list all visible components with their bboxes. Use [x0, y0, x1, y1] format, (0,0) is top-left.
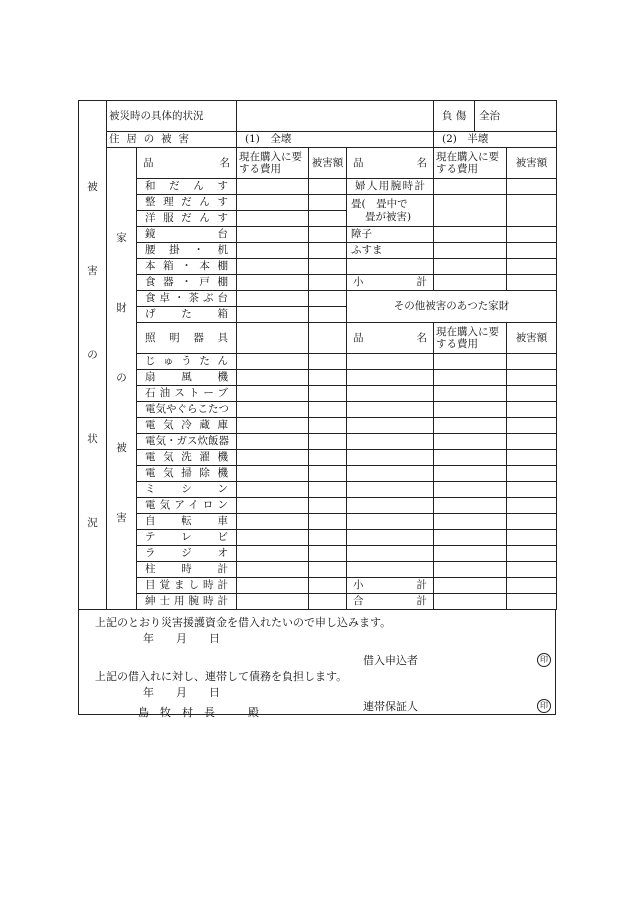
situation-label: 被災時の具体的状況 — [107, 101, 237, 132]
item-17 — [137, 466, 237, 482]
item-22-text: ラジオ — [145, 547, 228, 560]
other-damage-header: 被害額 — [507, 323, 557, 354]
injury-label: 負 傷 — [434, 101, 475, 131]
item-23-cost[interactable] — [237, 562, 309, 578]
side-char: 被 — [87, 180, 98, 193]
item-20-cost[interactable] — [237, 514, 309, 530]
damage-table — [78, 100, 557, 610]
item-19-cost[interactable] — [237, 498, 309, 514]
right-item-watch — [347, 179, 434, 195]
application-statement: 上記のとおり災害援護資金を借入れたいので申し込みます。 — [95, 616, 392, 629]
item-3 — [137, 227, 237, 243]
item-16 — [137, 450, 237, 466]
right-subtotal-cost[interactable] — [434, 275, 507, 291]
right-item-tatami-damage[interactable] — [507, 195, 557, 227]
right-item-blank-cost[interactable] — [434, 259, 507, 275]
item-13-damage[interactable] — [309, 402, 347, 418]
addressee: 島 牧 村 長 殿 — [138, 706, 259, 719]
left-name-header-text: 名 — [219, 156, 230, 169]
other-item-11-damage[interactable] — [507, 370, 557, 386]
item-9 — [137, 323, 237, 354]
item-19 — [137, 498, 237, 514]
other-item-11-cost[interactable] — [434, 370, 507, 386]
right-name-header — [347, 148, 434, 179]
item-0-cost[interactable] — [237, 179, 309, 195]
item-8-cost[interactable] — [237, 307, 309, 323]
other-item-10[interactable] — [347, 354, 434, 370]
furniture-damage-side-label — [107, 148, 137, 610]
guarantee-statement: 上記の借入れに対し、連帯して債務を負担します。 — [95, 670, 348, 683]
application-footer — [78, 610, 556, 715]
other-item-15[interactable] — [347, 434, 434, 450]
left-name-header — [137, 148, 237, 179]
item-19-text: 電気アイロン — [145, 499, 228, 512]
other-subtotal-b: 計 — [416, 579, 428, 592]
item-10-cost[interactable] — [237, 354, 309, 370]
item-18-cost[interactable] — [237, 482, 309, 498]
item-2 — [137, 211, 237, 227]
other-item-12-cost[interactable] — [434, 386, 507, 402]
item-23-text: 柱時計 — [145, 563, 228, 576]
other-item-15-damage[interactable] — [507, 434, 557, 450]
table-row — [79, 546, 557, 562]
side-char: 財 — [116, 302, 127, 315]
item-10-text: じゅうたん — [145, 355, 228, 368]
right-item-shoji: 障子 — [347, 227, 434, 243]
other-item-15-cost[interactable] — [434, 434, 507, 450]
right-subtotal-damage[interactable] — [507, 275, 557, 291]
item-13-text: 電気やぐらこたつ — [145, 403, 229, 416]
item-23-damage[interactable] — [309, 562, 347, 578]
table-row — [79, 179, 557, 195]
item-22 — [137, 546, 237, 562]
item-7 — [137, 291, 237, 307]
item-18-damage[interactable] — [309, 482, 347, 498]
other-item-19-damage[interactable] — [507, 498, 557, 514]
item-6-text: 食器・戸棚 — [145, 276, 228, 289]
table-row — [79, 530, 557, 546]
item-15-damage[interactable] — [309, 434, 347, 450]
item-1-text: 整理だんす — [145, 196, 228, 209]
item-18 — [137, 482, 237, 498]
item-12-damage[interactable] — [309, 386, 347, 402]
other-item-23[interactable] — [347, 562, 434, 578]
right-item-watch-cost[interactable] — [434, 179, 507, 195]
tatami-line1: 畳( 畳中で — [351, 198, 408, 211]
tatami-line2: 畳が被害) — [365, 210, 412, 223]
other-item-16-damage[interactable] — [507, 450, 557, 466]
item-25-damage[interactable] — [309, 594, 347, 610]
item-24-damage[interactable] — [309, 578, 347, 594]
item-8-damage[interactable] — [309, 307, 347, 323]
item-8-text: げた箱 — [145, 308, 228, 321]
item-1-cost[interactable] — [237, 195, 309, 211]
item-3-damage[interactable] — [309, 227, 347, 243]
side-char: の — [116, 372, 127, 385]
right-subtotal-b: 計 — [416, 276, 428, 289]
side-char: の — [87, 348, 98, 361]
right-item-blank-damage[interactable] — [507, 259, 557, 275]
residence-option-full: (1) 全壊 — [237, 132, 434, 148]
item-14-text: 電気冷蔵庫 — [145, 419, 228, 432]
other-item-20-cost[interactable] — [434, 514, 507, 530]
other-item-20-damage[interactable] — [507, 514, 557, 530]
item-15-cost[interactable] — [237, 434, 309, 450]
table-row — [79, 195, 557, 211]
item-7-text: 食卓・茶ぶ台 — [145, 292, 228, 305]
item-24-cost[interactable] — [237, 578, 309, 594]
table-row — [79, 594, 557, 610]
item-25-text: 紳士用腕時計 — [145, 595, 228, 608]
item-7-cost[interactable] — [237, 291, 309, 307]
item-6-cost[interactable] — [237, 275, 309, 291]
other-item-17-cost[interactable] — [434, 466, 507, 482]
other-item-18[interactable] — [347, 482, 434, 498]
table-row — [79, 323, 557, 354]
left-damage-header: 被害額 — [309, 148, 347, 179]
right-item-fusuma-cost[interactable] — [434, 243, 507, 259]
residence-label: 住居の被害 — [107, 132, 237, 148]
table-row — [79, 227, 557, 243]
other-item-20[interactable] — [347, 514, 434, 530]
item-11-damage[interactable] — [309, 370, 347, 386]
table-row — [79, 243, 557, 259]
item-4-cost[interactable] — [237, 243, 309, 259]
left-cost-header: 現在購入に要する費用 — [237, 148, 309, 179]
item-19-damage[interactable] — [309, 498, 347, 514]
item-21-text: テレビ — [145, 531, 228, 544]
other-subtotal-a: 小 — [353, 579, 364, 592]
table-row — [79, 450, 557, 466]
other-item-header-text: 品 — [353, 331, 364, 344]
right-item-tatami — [347, 195, 434, 227]
right-subtotal-a: 小 — [353, 276, 364, 289]
table-row — [79, 482, 557, 498]
item-11 — [137, 370, 237, 386]
item-14 — [137, 418, 237, 434]
item-17-damage[interactable] — [309, 466, 347, 482]
item-21 — [137, 530, 237, 546]
right-subtotal — [347, 275, 434, 291]
other-item-16-cost[interactable] — [434, 450, 507, 466]
item-24-text: 目覚まし時計 — [145, 579, 228, 592]
other-item-21-damage[interactable] — [507, 530, 557, 546]
other-total-b: 計 — [416, 595, 428, 608]
table-row — [79, 514, 557, 530]
other-item-18-damage[interactable] — [507, 482, 557, 498]
situation-field[interactable] — [237, 101, 434, 132]
item-22-cost[interactable] — [237, 546, 309, 562]
other-item-11[interactable] — [347, 370, 434, 386]
item-10 — [137, 354, 237, 370]
item-10-damage[interactable] — [309, 354, 347, 370]
other-subtotal-damage[interactable] — [507, 578, 557, 594]
residence-option-half: (2) 半壊 — [434, 132, 557, 148]
other-item-21-cost[interactable] — [434, 530, 507, 546]
item-1-damage[interactable] — [309, 195, 347, 211]
other-item-23-damage[interactable] — [507, 562, 557, 578]
other-item-14-damage[interactable] — [507, 418, 557, 434]
item-17-cost[interactable] — [237, 466, 309, 482]
item-5-damage[interactable] — [309, 259, 347, 275]
item-2-cost[interactable] — [237, 211, 309, 227]
right-cost-header: 現在購入に要する費用 — [434, 148, 507, 179]
other-item-14[interactable] — [347, 418, 434, 434]
side-char: 況 — [87, 516, 98, 529]
item-4-damage[interactable] — [309, 243, 347, 259]
table-row — [79, 291, 557, 307]
applicant-label: 借入申込者 — [363, 654, 418, 667]
other-item-22[interactable] — [347, 546, 434, 562]
item-1 — [137, 195, 237, 211]
other-item-22-cost[interactable] — [434, 546, 507, 562]
table-row — [79, 402, 557, 418]
item-25 — [137, 594, 237, 610]
item-0-damage[interactable] — [309, 179, 347, 195]
side-char: 家 — [116, 232, 127, 245]
item-0-text: 和だんす — [145, 180, 228, 193]
item-9-text: 照明器具 — [145, 331, 228, 344]
other-item-22-damage[interactable] — [507, 546, 557, 562]
right-item-header-text: 品 — [353, 156, 364, 169]
table-row — [79, 498, 557, 514]
item-20 — [137, 514, 237, 530]
guarantee-date: 年 月 日 — [143, 686, 220, 699]
item-5 — [137, 259, 237, 275]
other-total — [347, 594, 434, 610]
other-item-19-cost[interactable] — [434, 498, 507, 514]
applicant-seal: 印 — [537, 653, 551, 667]
item-5-cost[interactable] — [237, 259, 309, 275]
other-item-18-cost[interactable] — [434, 482, 507, 498]
item-14-damage[interactable] — [309, 418, 347, 434]
table-row — [79, 562, 557, 578]
item-5-text: 本箱・本棚 — [145, 260, 228, 273]
item-2-text: 洋服だんす — [145, 212, 228, 225]
item-16-cost[interactable] — [237, 450, 309, 466]
item-18-text: ミシン — [145, 483, 228, 496]
table-row — [79, 434, 557, 450]
other-item-12-damage[interactable] — [507, 386, 557, 402]
right-item-tatami-cost[interactable] — [434, 195, 507, 227]
item-16-damage[interactable] — [309, 450, 347, 466]
item-0 — [137, 179, 237, 195]
item-12-cost[interactable] — [237, 386, 309, 402]
item-4-text: 腰掛・机 — [145, 244, 228, 257]
other-total-damage[interactable] — [507, 594, 557, 610]
other-item-10-damage[interactable] — [507, 354, 557, 370]
other-total-a: 合 — [353, 595, 364, 608]
item-13 — [137, 402, 237, 418]
other-cost-header: 現在購入に要する費用 — [434, 323, 507, 354]
other-item-19[interactable] — [347, 498, 434, 514]
item-24 — [137, 578, 237, 594]
item-25-cost[interactable] — [237, 594, 309, 610]
other-item-21[interactable] — [347, 530, 434, 546]
right-item-blank[interactable] — [347, 259, 434, 275]
item-2-damage[interactable] — [309, 211, 347, 227]
other-subtotal — [347, 578, 434, 594]
right-name-header-text: 名 — [416, 156, 428, 169]
application-date: 年 月 日 — [143, 632, 220, 645]
other-damage-title: その他被害のあつた家財 — [347, 291, 557, 323]
other-item-13-cost[interactable] — [434, 402, 507, 418]
right-item-fusuma: ふすま — [347, 243, 434, 259]
item-15-text: 電気・ガス炊飯器 — [145, 435, 229, 448]
left-item-header-text: 品 — [143, 156, 154, 169]
right-item-shoji-cost[interactable] — [434, 227, 507, 243]
item-7-damage[interactable] — [309, 291, 347, 307]
table-row — [79, 578, 557, 594]
side-char: 害 — [116, 512, 127, 525]
right-item-fusuma-damage[interactable] — [507, 243, 557, 259]
item-12 — [137, 386, 237, 402]
other-total-cost[interactable] — [434, 594, 507, 610]
other-item-14-cost[interactable] — [434, 418, 507, 434]
furniture-header-row — [79, 148, 557, 179]
side-char: 状 — [87, 432, 98, 445]
item-17-text: 電気掃除機 — [145, 467, 228, 480]
table-row — [79, 418, 557, 434]
other-item-10-cost[interactable] — [434, 354, 507, 370]
item-9-cost[interactable] — [237, 323, 309, 354]
item-3-text: 鏡台 — [145, 228, 228, 241]
table-row — [79, 259, 557, 275]
item-9-damage[interactable] — [309, 323, 347, 354]
item-6 — [137, 275, 237, 291]
other-item-17[interactable] — [347, 466, 434, 482]
item-12-text: 石油ストーブ — [145, 387, 228, 400]
item-13-cost[interactable] — [237, 402, 309, 418]
other-item-13-damage[interactable] — [507, 402, 557, 418]
item-21-damage[interactable] — [309, 530, 347, 546]
right-item-shoji-damage[interactable] — [507, 227, 557, 243]
table-row — [79, 275, 557, 291]
other-name-header-text: 名 — [416, 331, 428, 344]
other-name-header — [347, 323, 434, 354]
item-15 — [137, 434, 237, 450]
table-row — [79, 466, 557, 482]
right-item-watch-text: 婦人用腕時計 — [355, 180, 426, 193]
item-3-cost[interactable] — [237, 227, 309, 243]
guarantor-label: 連帯保証人 — [363, 700, 418, 713]
table-row — [79, 386, 557, 402]
item-16-text: 電気洗濯機 — [145, 451, 228, 464]
item-20-damage[interactable] — [309, 514, 347, 530]
guarantor-seal: 印 — [537, 699, 551, 713]
item-14-cost[interactable] — [237, 418, 309, 434]
damage-status-side-label — [79, 101, 107, 610]
other-subtotal-cost[interactable] — [434, 578, 507, 594]
side-char: 被 — [116, 442, 127, 455]
side-char: 害 — [87, 264, 98, 277]
item-11-text: 扇風機 — [145, 371, 228, 384]
item-20-text: 自転車 — [145, 515, 228, 528]
other-item-12[interactable] — [347, 386, 434, 402]
other-item-17-damage[interactable] — [507, 466, 557, 482]
item-6-damage[interactable] — [309, 275, 347, 291]
injury-cell — [434, 101, 557, 132]
item-21-cost[interactable] — [237, 530, 309, 546]
item-4 — [137, 243, 237, 259]
right-damage-header: 被害額 — [507, 148, 557, 179]
table-row — [79, 370, 557, 386]
item-11-cost[interactable] — [237, 370, 309, 386]
other-item-16[interactable] — [347, 450, 434, 466]
other-item-23-cost[interactable] — [434, 562, 507, 578]
full-recovery-label: 全治 — [479, 109, 501, 122]
item-22-damage[interactable] — [309, 546, 347, 562]
other-item-13[interactable] — [347, 402, 434, 418]
item-8 — [137, 307, 237, 323]
item-23 — [137, 562, 237, 578]
application-form — [78, 100, 556, 719]
table-row — [79, 354, 557, 370]
right-item-watch-damage[interactable] — [507, 179, 557, 195]
